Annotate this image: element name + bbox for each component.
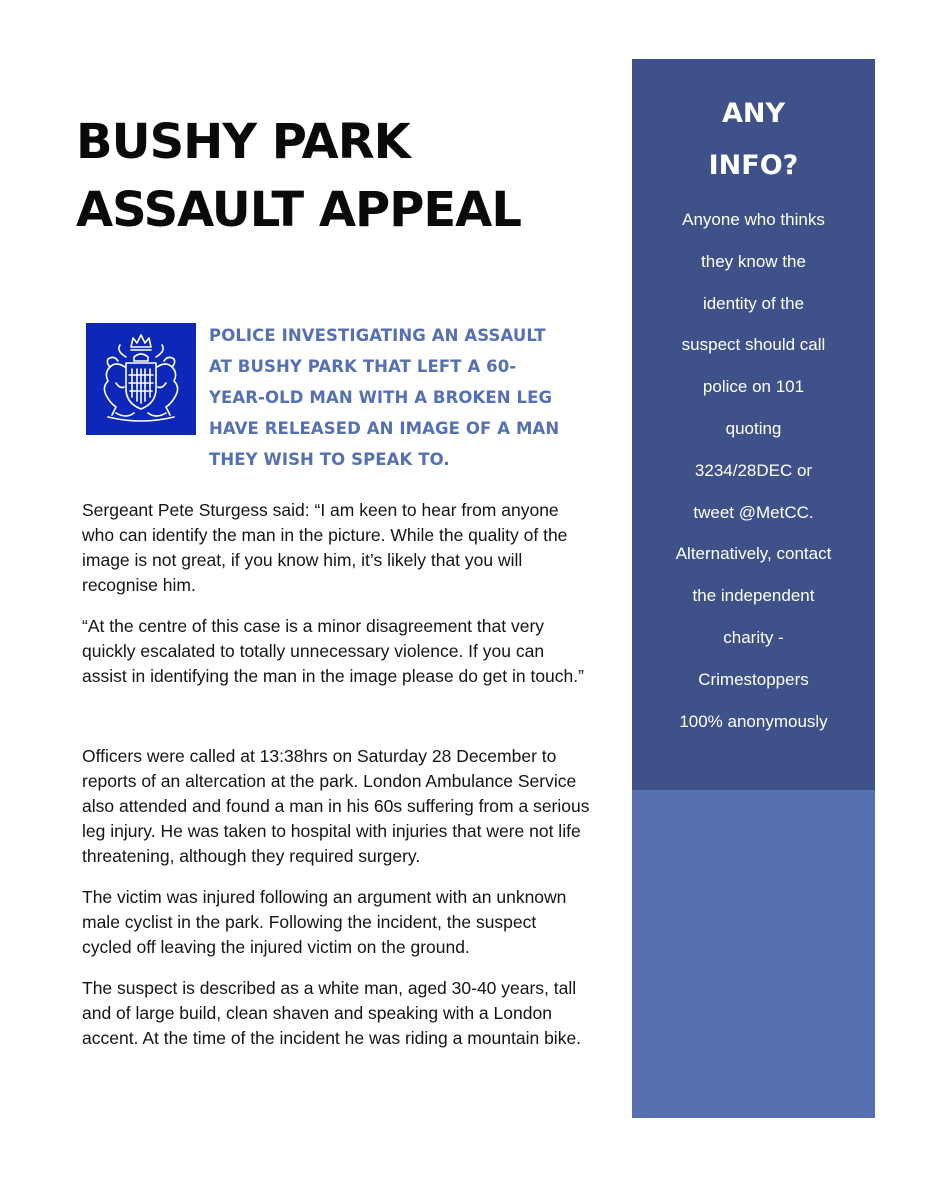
lead-paragraph	[209, 320, 609, 475]
sidebar-lower-panel	[632, 790, 875, 1118]
sidebar-text	[632, 199, 875, 742]
sidebar-line: tweet @MetCC.	[693, 502, 814, 522]
lead-line: THEY WISH TO SPEAK TO.	[209, 450, 450, 469]
body-line: The suspect is described as a white man, aged 30-40 years, tall	[82, 978, 577, 998]
page-title	[76, 108, 616, 244]
lead-line: AT BUSHY PARK THAT LEFT A 60-	[209, 357, 517, 376]
body-line: who can identify the man in the picture. While the quality of the	[82, 525, 568, 545]
body-line: accent. At the time of the incident he was riding a mountain bike.	[82, 1028, 582, 1048]
body-line: Officers were called at 13:38hrs on Saturday 28 December to	[82, 746, 557, 766]
crest-icon	[86, 323, 196, 435]
sidebar-line: quoting	[725, 418, 782, 438]
title-line: BUSHY PARK	[76, 114, 410, 170]
body-paragraph-quote-2	[82, 614, 622, 689]
body-line: threatening, although they required surgery.	[82, 846, 421, 866]
body-paragraph-quote-1	[82, 498, 622, 598]
body-line: Sergeant Pete Sturgess said: “I am keen to hear from anyone	[82, 500, 559, 520]
body-paragraph-suspect	[82, 976, 622, 1051]
body-line: recognise him.	[82, 575, 196, 595]
body-line: and of large build, clean shaven and speaking with a London	[82, 1003, 552, 1023]
police-crest-logo	[86, 323, 196, 435]
sidebar-heading	[632, 88, 875, 192]
body-line: also attended and found a man in his 60s suffering from a serious	[82, 796, 590, 816]
body-line: “At the centre of this case is a minor disagreement that very	[82, 616, 545, 636]
body-line: male cyclist in the park. Following the incident, the suspect	[82, 912, 537, 932]
sidebar-heading-line: INFO?	[708, 150, 799, 181]
body-line: assist in identifying the man in the image please do get in touch.”	[82, 666, 584, 686]
sidebar-line: Alternatively, contact	[675, 544, 832, 564]
sidebar-line: suspect should call	[681, 335, 826, 355]
title-line: ASSAULT APPEAL	[76, 182, 521, 238]
sidebar-line: the independent	[692, 586, 815, 606]
sidebar-line: police on 101	[702, 377, 805, 397]
body-line: leg injury. He was taken to hospital with injuries that were not life	[82, 821, 581, 841]
sidebar-line: Crimestoppers	[698, 669, 809, 689]
lead-line: HAVE RELEASED AN IMAGE OF A MAN	[209, 419, 560, 438]
sidebar-line: they know the	[701, 251, 806, 271]
body-paragraph-incident	[82, 744, 622, 869]
sidebar-line: 100% anonymously	[679, 711, 828, 731]
sidebar-line: Anyone who thinks	[682, 210, 825, 229]
sidebar-heading-line: ANY	[721, 98, 786, 129]
body-line: quickly escalated to totally unnecessary violence. If you can	[82, 641, 545, 661]
lead-line: POLICE INVESTIGATING AN ASSAULT	[209, 326, 546, 345]
sidebar-line: identity of the	[702, 293, 805, 313]
lead-line: YEAR-OLD MAN WITH A BROKEN LEG	[209, 388, 553, 407]
body-line: cycled off leaving the injured victim on the ground.	[82, 937, 470, 957]
body-line: reports of an altercation at the park. London Ambulance Service	[82, 771, 577, 791]
body-paragraph-victim	[82, 885, 622, 960]
sidebar-line: 3234/28DEC or	[694, 460, 813, 480]
sidebar-line: charity -	[723, 627, 784, 647]
body-line: image is not great, if you know him, it’s likely that you will	[82, 550, 523, 570]
body-line: The victim was injured following an argument with an unknown	[82, 887, 567, 907]
